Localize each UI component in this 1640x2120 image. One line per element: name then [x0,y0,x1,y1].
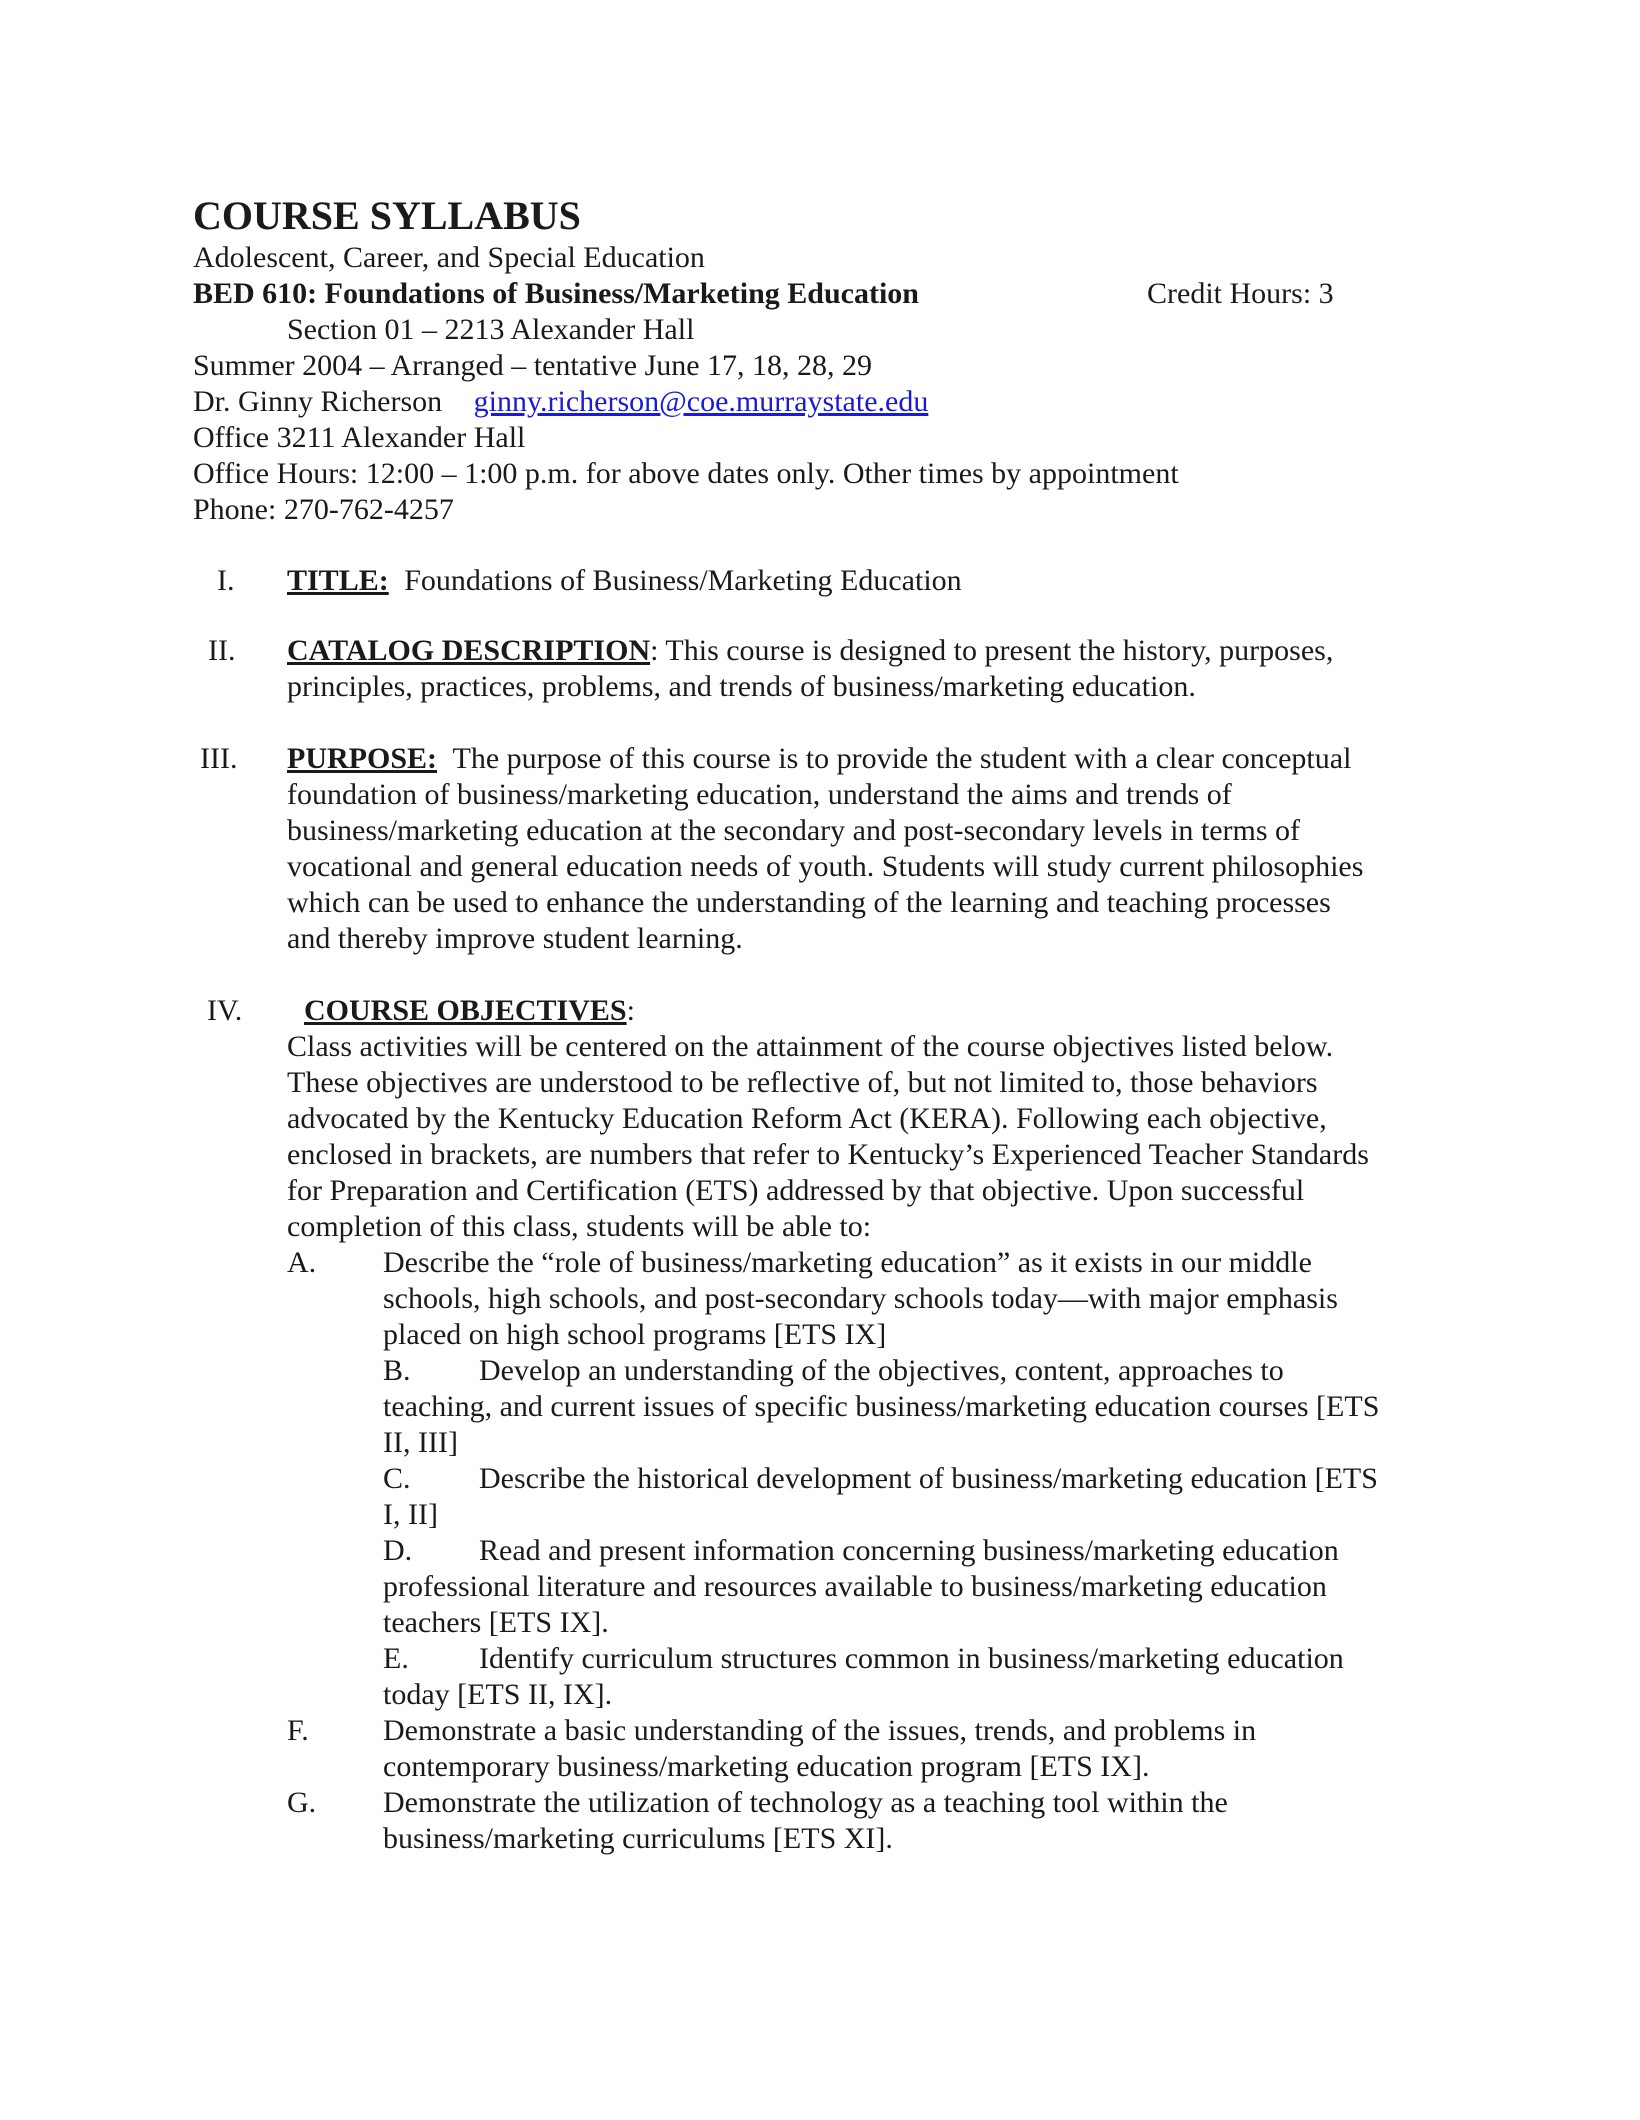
section-heading-objectives: COURSE OBJECTIVES [304,994,627,1027]
instructor-email-link[interactable]: ginny.richerson@coe.murraystate.edu [473,385,929,418]
objectives-intro-line: completion of this class, students will be able to: [287,1210,872,1243]
term-line: Summer 2004 – Arranged – tentative June 17, 18, 28, 29 [193,349,873,382]
objective-a-line: placed on high school programs [ETS IX] [383,1318,887,1351]
catalog-text-1: : This course is designed to present the history, purposes, [650,634,1334,667]
objectives-intro-line: enclosed in brackets, are numbers that refer to Kentucky’s Experienced Teacher Standards [287,1138,1369,1171]
catalog-line-2: principles, practices, problems, and trends of business/marketing education. [287,670,1196,703]
objectives-intro-line: for Preparation and Certification (ETS) addressed by that objective. Upon successful [287,1174,1305,1207]
objective-letter-c: C. [383,1462,411,1495]
objective-letter-a: A. [287,1246,317,1279]
section-heading-purpose: PURPOSE: [287,742,437,775]
page-title: COURSE SYLLABUS [193,193,581,238]
objective-b-line: teaching, and current issues of specific business/marketing education courses [ETS [383,1390,1380,1423]
section-line: Section 01 – 2213 Alexander Hall [287,313,695,346]
objective-letter-g: G. [287,1786,317,1819]
objective-c-line: I, II] [383,1498,438,1531]
section-numeral-4: IV. [207,994,243,1027]
objective-g-line: business/marketing curriculums [ETS XI]. [383,1822,893,1855]
purpose-line: and thereby improve student learning. [287,922,743,955]
objectives-intro-line: advocated by the Kentucky Education Reform Act (KERA). Following each objective, [287,1102,1327,1135]
department-line: Adolescent, Career, and Special Education [193,241,705,274]
objective-letter-b: B. [383,1354,411,1387]
objective-letter-e: E. [383,1642,409,1675]
objective-g-line: Demonstrate the utilization of technology as a teaching tool within the [383,1786,1228,1819]
section-heading-title: TITLE: [287,564,389,597]
section-title-text: Foundations of Business/Marketing Education [404,564,962,597]
section-numeral-2: II. [208,634,236,667]
objectives-intro-line: Class activities will be centered on the attainment of the course objectives listed below. [287,1030,1334,1063]
credit-hours: Credit Hours: 3 [1147,277,1334,310]
objective-a-line: Describe the “role of business/marketing education” as it exists in our middle [383,1246,1312,1279]
instructor-line [193,384,928,420]
course-line: BED 610: Foundations of Business/Marketing Education [193,277,919,310]
objective-f-line: Demonstrate a basic understanding of the issues, trends, and problems in [383,1714,1257,1747]
purpose-line: foundation of business/marketing education, understand the aims and trends of [287,778,1232,811]
section-numeral-3: III. [200,742,238,775]
objective-b-line: II, III] [383,1426,458,1459]
office-hours-line: Office Hours: 12:00 – 1:00 p.m. for above dates only. Other times by appointment [193,457,1179,490]
objective-e-line: today [ETS II, IX]. [383,1678,613,1711]
section-numeral-1: I. [217,564,235,597]
section-heading-catalog: CATALOG DESCRIPTION [287,634,651,667]
objective-d-line: professional literature and resources available to business/marketing education [383,1570,1327,1603]
objective-d-line: Read and present information concerning business/marketing education [479,1534,1339,1567]
objective-d-line: teachers [ETS IX]. [383,1606,609,1639]
objective-f-line: contemporary business/marketing education program [ETS IX]. [383,1750,1150,1783]
objective-letter-d: D. [383,1534,413,1567]
section-title-line [287,563,962,599]
purpose-line: which can be used to enhance the understanding of the learning and teaching processes [287,886,1331,919]
objective-c-line: Describe the historical development of business/marketing education [ETS [479,1462,1378,1495]
objective-a-line: schools, high schools, and post-secondary schools today—with major emphasis [383,1282,1338,1315]
catalog-line-1 [287,633,1333,669]
objective-letter-f: F. [287,1714,309,1747]
objective-b-line: Develop an understanding of the objectives, content, approaches to [479,1354,1284,1387]
objectives-colon: : [626,994,635,1027]
phone-line: Phone: 270-762-4257 [193,493,454,526]
purpose-line-1 [287,741,1351,777]
objectives-intro-line: These objectives are understood to be reflective of, but not limited to, those behaviors [287,1066,1318,1099]
purpose-line: business/marketing education at the secondary and post-secondary levels in terms of [287,814,1301,847]
purpose-line: vocational and general education needs of youth. Students will study current philosophies [287,850,1364,883]
office-line: Office 3211 Alexander Hall [193,421,526,454]
objectives-heading-line [304,993,635,1029]
objective-e-line: Identify curriculum structures common in business/marketing education [479,1642,1344,1675]
purpose-text-1: The purpose of this course is to provide the student with a clear conceptual [452,742,1352,775]
instructor-name: Dr. Ginny Richerson [193,385,443,418]
